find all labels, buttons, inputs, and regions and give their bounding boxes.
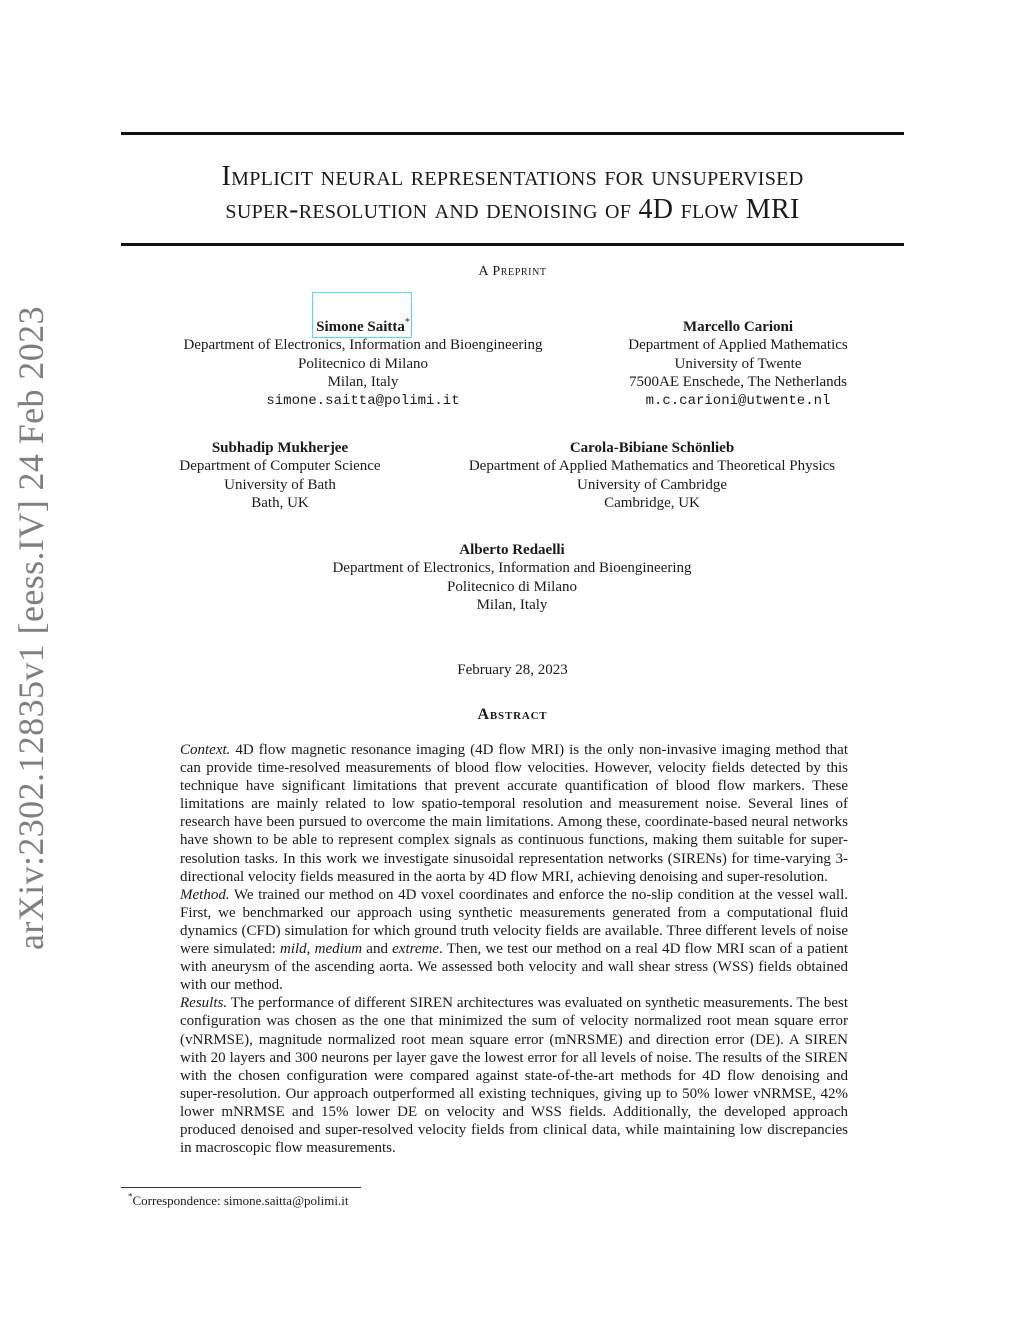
footnote-text: Correspondence: simone.saitta@polimi.it xyxy=(132,1193,349,1208)
section-text: 4D flow magnetic resonance imaging (4D flow MRI) is the only non-invasive imaging method that can provide time-resolved measurements of blood flow velocities. However, velocity fields detected by this technique have significant limitations that prevent accurate quantification of blood flow markers. These limitations are mainly related to low spatio-temporal resolution and measurement noise. Several lines of research have been pursued to overcome the main limitations. Among these, coordinate-based neural networks have shown to be able to represent complex signals as continuous functions, making them suitable for super-resolution tasks. In this work we investigate sinusoidal representation networks (SIRENs) for time-varying 3-directional velocity fields measured in the aorta by 4D flow MRI, achieving denoising and super-resolution. xyxy=(180,742,848,885)
footnote-marker: * xyxy=(128,1191,133,1202)
author-department: Department of Computer Science xyxy=(179,458,381,475)
section-label: Context. xyxy=(180,742,231,758)
author-location: Milan, Italy xyxy=(476,597,548,614)
author-email[interactable]: simone.saitta@polimi.it xyxy=(266,392,460,409)
author-department: Department of Electronics, Information and Bioengineering xyxy=(183,337,543,354)
author-department: Department of Applied Mathematics and Theoretical Physics xyxy=(468,458,836,475)
author-institution: University of Cambridge xyxy=(577,476,727,493)
author-location: 7500AE Enschede, The Netherlands xyxy=(629,374,847,391)
abstract-results xyxy=(180,994,848,1157)
footnote xyxy=(128,1193,348,1209)
section-text: We trained our method on 4D voxel coordinates and enforce the no-slip condition at the vessel wall. First, we benchmarked our approach using synthetic measurements generated from a computational fluid dynamics (CFD) simulation for which ground truth velocity fields are available. Three different levels of noise were simulated: xyxy=(180,886,848,958)
title-bottom-rule xyxy=(121,243,904,246)
section-text: The performance of different SIREN architectures was evaluated on synthetic measurements. The best configuration was chosen as the one that minimized the sum of velocity normalized root mean square error (vNRMSE), magnitude normalized root mean square error (mNRSME) and direction error (DE). A SIREN with 20 layers and 300 neurons per layer gave the lowest error for all levels of noise. The results of the SIREN with the chosen configuration were compared against state-of-the-art methods for 4D flow denoising and super-resolution. Our approach outperformed all existing techniques, giving up to 50% lower vNRMSE, 42% lower mNRMSE and 15% lower DE on velocity and WSS fields. Additionally, the developed approach produced denoised and super-resolved velocity fields from clinical data, while maintaining low discrepancies in macroscopic flow measurements. xyxy=(180,995,848,1157)
section-label: Method. xyxy=(180,886,230,903)
footnote-rule xyxy=(121,1187,361,1188)
preprint-label: A Preprint xyxy=(478,264,547,279)
title-line-1: Implicit neural representations for unsupervised xyxy=(221,161,804,192)
author-email[interactable]: m.c.carioni@utwente.nl xyxy=(645,392,831,409)
author-department: Department of Applied Mathematics xyxy=(628,337,848,354)
author-location: Milan, Italy xyxy=(327,374,399,391)
abstract-method xyxy=(180,886,848,995)
author-institution: Politecnico di Milano xyxy=(298,355,428,372)
author-department: Department of Electronics, Information and Bioengineering xyxy=(332,560,692,577)
author-institution: University of Twente xyxy=(674,355,802,372)
title-top-rule xyxy=(121,132,904,135)
paper-title xyxy=(121,160,904,226)
author-location: Cambridge, UK xyxy=(604,495,700,512)
section-text: . Then, we test our method on a real 4D flow MRI scan of a patient with aneurysm of the ascending aorta. We assessed both velocity and wall shear stress (WSS) fields obtained with our method. xyxy=(180,941,848,994)
author-block-redaelli xyxy=(300,541,724,615)
separator: , xyxy=(306,941,315,958)
footnote-marker[interactable]: * xyxy=(404,317,410,328)
section-label: Results. xyxy=(180,995,228,1012)
abstract-heading: Abstract xyxy=(477,706,548,723)
publication-date: February 28, 2023 xyxy=(457,662,568,678)
noise-level-mild: mild xyxy=(280,941,307,958)
author-institution: University of Bath xyxy=(224,476,336,493)
noise-level-medium: medium xyxy=(314,941,363,958)
author-name: Alberto Redaelli xyxy=(459,542,565,558)
title-line-2: super-resolution and denoising of 4D flow MRI xyxy=(225,194,800,225)
selection-highlight xyxy=(312,292,412,338)
author-block-schonlieb xyxy=(440,439,864,513)
separator: and xyxy=(362,941,393,958)
author-name: Subhadip Mukherjee xyxy=(211,440,349,456)
author-institution: Politecnico di Milano xyxy=(447,578,577,595)
author-block-mukherjee xyxy=(160,439,400,513)
abstract-body xyxy=(180,741,848,1157)
author-name: Marcello Carioni xyxy=(682,319,794,335)
noise-level-extreme: extreme xyxy=(392,941,440,958)
author-block-carioni xyxy=(608,318,868,410)
author-location: Bath, UK xyxy=(251,495,309,512)
author-name[interactable]: Simone Saitta xyxy=(316,319,405,335)
author-name: Carola-Bibiane Schönlieb xyxy=(569,440,735,456)
abstract-context xyxy=(180,741,848,886)
arxiv-identifier: arXiv:2302.12835v1 [eess.IV] 24 Feb 2023 xyxy=(11,306,51,950)
